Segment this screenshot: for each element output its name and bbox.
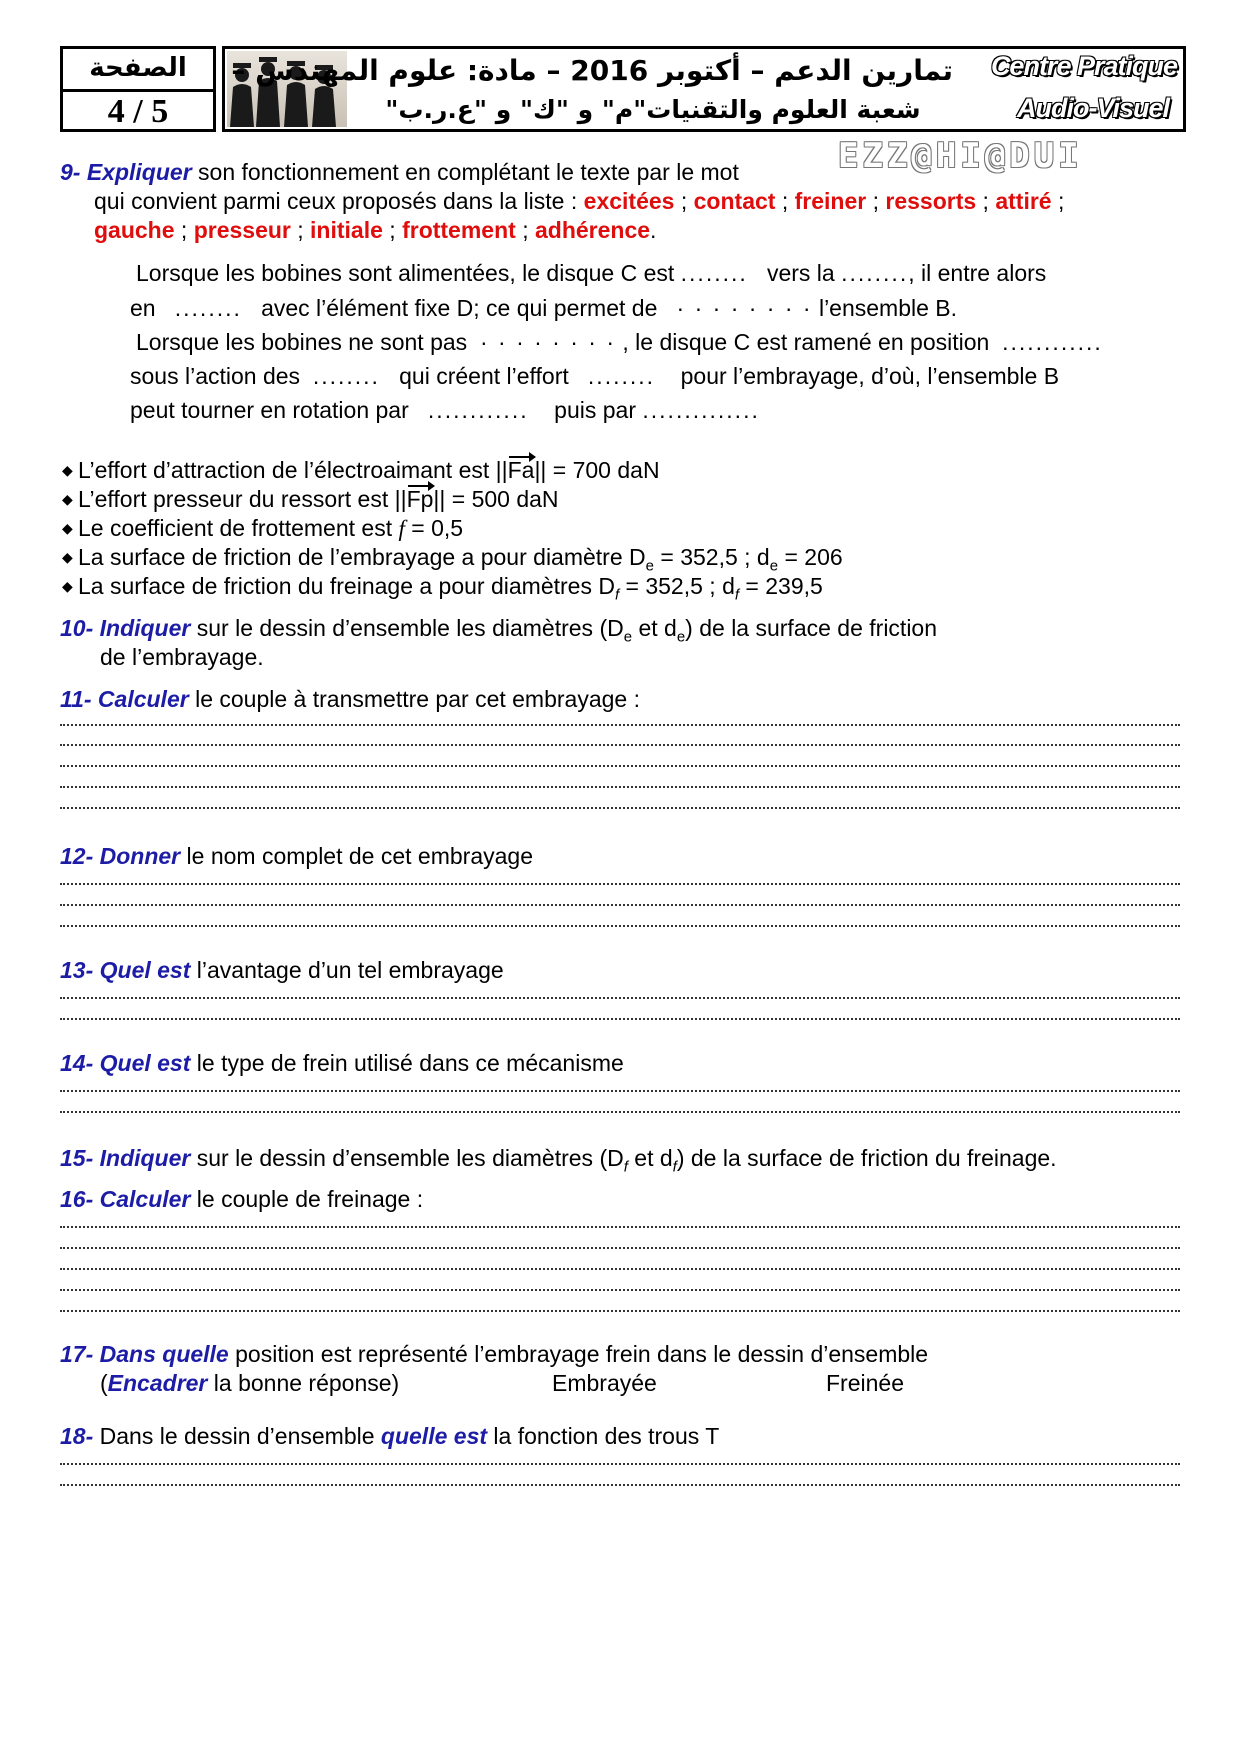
header	[60, 46, 1186, 134]
blank: ........	[587, 363, 656, 389]
q12-line: 12- Donner le nom complet de cet embrayage	[60, 843, 533, 869]
blank: ..............	[642, 397, 760, 423]
logo-line2: Audio-Visuel	[1016, 93, 1169, 123]
header-title: تمارين الدعم – أكتوبر 2016 – مادة: علوم المهندس –	[231, 54, 953, 87]
q10-line2: de l’embrayage.	[100, 644, 264, 670]
q16-line: 16- Calculer le couple de freinage :	[60, 1186, 424, 1212]
blank: ........	[841, 260, 909, 286]
answer-option-embrayee[interactable]: Embrayée	[552, 1370, 657, 1396]
word-option: ressorts	[885, 188, 977, 214]
page-number: 4 / 5	[107, 93, 169, 130]
q9-para-line5: peut tourner en rotation par ............ puis par ..............	[130, 397, 760, 423]
q9-line1	[60, 158, 739, 186]
q15-line: 15- Indiquer sur le dessin d’ensemble les diamètres ($D_f$ et $d_f$) de la surface de friction du freinage.	[60, 1145, 1057, 1176]
word-option: gauche	[94, 217, 175, 243]
q10-line1: 10- Indiquer sur le dessin d’ensemble les diamètres ($D_e$ et $d_e$) de la surface de friction	[60, 615, 938, 646]
blank: · · · · · · · ·	[479, 329, 616, 355]
answer-line[interactable]	[60, 1018, 1180, 1022]
answer-line[interactable]	[60, 904, 1180, 908]
answer-line[interactable]	[60, 765, 1180, 769]
word-option: excitées	[583, 188, 675, 214]
answer-line[interactable]	[60, 883, 1180, 887]
q9-para-line3: Lorsque les bobines ne sont pas · · · · · · · · , le disque C est ramené en position ............	[136, 329, 1103, 355]
word-option: presseur	[193, 217, 291, 243]
q9-para-line4: sous l’action des ........ qui créent l’effort ........ pour l’embrayage, d’où, l’ensemble B	[130, 363, 1060, 389]
blank: ........	[680, 260, 748, 286]
answer-line[interactable]	[60, 1247, 1180, 1251]
answer-line[interactable]	[60, 925, 1180, 929]
answer-line[interactable]	[60, 807, 1180, 811]
word-option: adhérence	[534, 217, 651, 243]
data-item-1: L’effort d’attraction de l’électroaimant est ||Fa|| = 700 daN	[78, 457, 660, 483]
word-option: freiner	[794, 188, 867, 214]
answer-line[interactable]	[60, 786, 1180, 790]
title-box	[222, 46, 1186, 132]
word-option: initiale	[310, 217, 383, 243]
answer-line[interactable]	[60, 724, 1180, 728]
q9-text2: qui convient parmi ceux proposés dans la liste :	[94, 188, 584, 214]
q14-line: 14- Quel est le type de frein utilisé dans ce mécanisme	[60, 1050, 624, 1076]
q9-number: 9- Expliquer	[60, 159, 192, 185]
word-option: contact	[693, 188, 776, 214]
blank: ............	[1002, 329, 1103, 355]
diamond-bullet-icon: ◆	[62, 491, 73, 507]
data-item-4: La surface de friction de l’embrayage a pour diamètre $D_e = 352,5$ ; $d_e = 206$	[78, 544, 843, 575]
answer-line[interactable]	[60, 1289, 1180, 1293]
watermark: EZZ@HI@DUI	[838, 136, 1083, 176]
data-item-5: La surface de friction du freinage a pour diamètres $D_f = 352,5$ ; $d_f = 239,5$	[78, 573, 823, 604]
q9-para-line1: Lorsque les bobines sont alimentées, le disque C est ........ vers la ........, il entre alors	[136, 260, 1047, 286]
answer-line[interactable]	[60, 1268, 1180, 1272]
force-vector: Fp	[406, 486, 434, 512]
q17-line2: (Encadrer la bonne réponse)	[100, 1370, 400, 1396]
word-option: attiré	[995, 188, 1052, 214]
q13-line: 13- Quel est l’avantage d’un tel embrayage	[60, 957, 504, 983]
diamond-bullet-icon: ◆	[62, 578, 73, 594]
blank: ............	[427, 397, 529, 423]
q9-text1: son fonctionnement en complétant le texte par le mot	[191, 159, 739, 185]
answer-line[interactable]	[60, 997, 1180, 1001]
page-number-box	[60, 46, 216, 132]
q9-line3: gauche ; presseur ; initiale ; frottement ; adhérence.	[94, 217, 657, 243]
answer-option-freinee[interactable]: Freinée	[826, 1370, 904, 1396]
diamond-bullet-icon: ◆	[62, 549, 73, 565]
answer-line[interactable]	[60, 1484, 1180, 1488]
answer-line[interactable]	[60, 744, 1180, 748]
blank: · · · · · · · ·	[676, 295, 813, 321]
q18-line: 18- Dans le dessin d’ensemble quelle est la fonction des trous T	[60, 1423, 720, 1449]
logo-line1: Centre Pratique	[990, 51, 1177, 81]
q11-line: 11- Calculer le couple à transmettre par cet embrayage :	[60, 686, 640, 712]
answer-line[interactable]	[60, 1090, 1180, 1094]
blank: ........	[312, 363, 380, 389]
data-item-3: Le coefficient de frottement est f = 0,5	[78, 515, 464, 541]
answer-line[interactable]	[60, 1463, 1180, 1467]
data-item-2: L’effort presseur du ressort est ||Fp|| = 500 daN	[78, 486, 559, 512]
q17-line1: 17- Dans quelle position est représenté l’embrayage frein dans le dessin d’ensemble	[60, 1341, 929, 1367]
diamond-bullet-icon: ◆	[62, 520, 73, 536]
answer-line[interactable]	[60, 1111, 1180, 1115]
q9-line2: qui convient parmi ceux proposés dans la liste : excitées ; contact ; freiner ; ressorts ; attiré ;	[94, 188, 1065, 214]
header-subtitle: شعبة العلوم والتقنيات"م" و "ك" و "ع.ر.ب"	[385, 95, 921, 124]
q9-para-line2: en ........ avec l’élément fixe D; ce qui permet de · · · · · · · · l’ensemble B.	[130, 295, 958, 321]
answer-line[interactable]	[60, 1226, 1180, 1230]
page-label: الصفحة	[63, 49, 213, 92]
force-vector: Fa	[507, 457, 535, 483]
word-option: frottement	[402, 217, 516, 243]
answer-line[interactable]	[60, 1310, 1180, 1314]
diamond-bullet-icon: ◆	[62, 462, 73, 478]
blank: ........	[174, 295, 242, 321]
